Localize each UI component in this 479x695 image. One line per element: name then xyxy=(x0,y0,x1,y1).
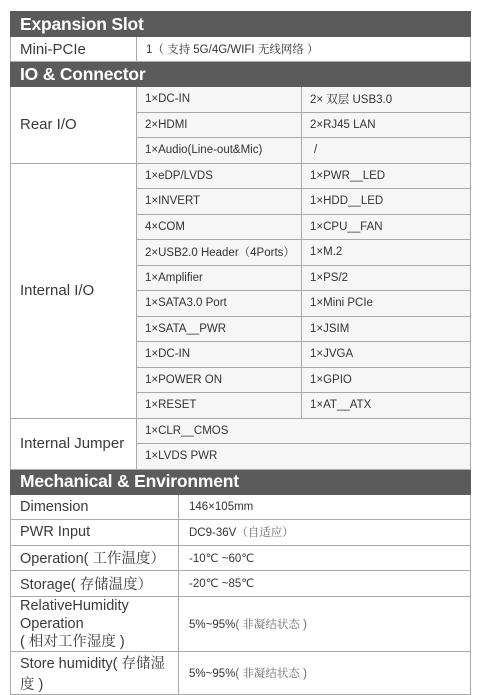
table-cell: 1×RESET xyxy=(137,393,302,419)
spec-sheet xyxy=(10,11,470,695)
table-cell: 1×eDP/LVDS xyxy=(137,163,302,189)
table-row xyxy=(11,87,471,113)
row-label: Storage( 存储温度） xyxy=(11,571,179,597)
table-cell: 2× 双层 USB3.0 xyxy=(302,87,471,113)
section-title: Mechanical & Environment xyxy=(11,469,471,494)
table-row xyxy=(11,545,471,571)
table-row xyxy=(11,163,471,189)
table-cell: 1×SATA3.0 Port xyxy=(137,291,302,317)
table-cell: 1×DC-IN xyxy=(137,342,302,368)
table-cell: 1×CPU__FAN xyxy=(302,214,471,240)
table-cell: 2×HDMI xyxy=(137,112,302,138)
label-line-1: RelativeHumidity Operation xyxy=(20,597,129,632)
value-note: ( 非凝结状态 ) xyxy=(235,667,307,680)
table-cell: 1×DC-IN xyxy=(137,87,302,113)
table-cell: 1×PS/2 xyxy=(302,265,471,291)
table-row xyxy=(11,494,471,520)
table-row xyxy=(11,596,471,651)
label-line-2: ( 相对工作湿度 ) xyxy=(20,633,125,650)
table-cell: 1×JVGA xyxy=(302,342,471,368)
row-value: 1（ 支持 5G/4G/WIFI 无线网络 ） xyxy=(137,37,471,62)
row-value xyxy=(179,520,471,546)
row-label: PWR Input xyxy=(11,520,179,546)
row-value: -20℃ ~85℃ xyxy=(179,571,471,597)
table-cell: 1×Mini PCIe xyxy=(302,291,471,317)
section-header-mechanical xyxy=(11,469,471,494)
table-cell: 1×INVERT xyxy=(137,189,302,215)
spec-table xyxy=(10,11,471,695)
internal-io-label: Internal I/O xyxy=(11,163,137,418)
table-cell: 2×RJ45 LAN xyxy=(302,112,471,138)
row-label xyxy=(11,596,179,651)
table-cell: 1×CLR__CMOS xyxy=(137,418,471,444)
section-title: IO & Connector xyxy=(11,62,471,87)
row-value xyxy=(179,596,471,651)
table-row xyxy=(11,520,471,546)
row-label: Mini-PCIe xyxy=(11,37,137,62)
table-row xyxy=(11,418,471,444)
table-cell: 1×AT__ATX xyxy=(302,393,471,419)
table-cell: 1×M.2 xyxy=(302,240,471,266)
value-note: （自适应） xyxy=(236,527,294,540)
table-cell: 1×POWER ON xyxy=(137,367,302,393)
table-cell: 2×USB2.0 Header（4Ports） xyxy=(137,240,302,266)
rear-io-label: Rear I/O xyxy=(11,87,137,164)
row-label: Operation( 工作温度） xyxy=(11,545,179,571)
section-title: Expansion Slot xyxy=(11,12,471,37)
table-cell: 1×PWR__LED xyxy=(302,163,471,189)
row-value: 146×105mm xyxy=(179,494,471,520)
table-cell: 4×COM xyxy=(137,214,302,240)
internal-jumper-label: Internal Jumper xyxy=(11,418,137,469)
row-label: Dimension xyxy=(11,494,179,520)
table-row xyxy=(11,37,471,62)
table-cell: 1×SATA__PWR xyxy=(137,316,302,342)
row-value xyxy=(179,651,471,694)
row-value: -10℃ ~60℃ xyxy=(179,545,471,571)
table-cell: 1×Audio(Line-out&Mic) xyxy=(137,138,302,164)
table-cell: / xyxy=(302,138,471,164)
table-row xyxy=(11,571,471,597)
value-note: ( 非凝结状态 ) xyxy=(235,618,307,631)
section-header-expansion xyxy=(11,12,471,37)
value-text: 5%~95% xyxy=(189,667,236,680)
table-cell: 1×GPIO xyxy=(302,367,471,393)
value-text: 5%~95% xyxy=(189,618,236,631)
table-row xyxy=(11,651,471,694)
table-cell: 1×Amplifier xyxy=(137,265,302,291)
value-text: DC9-36V xyxy=(189,527,237,540)
row-label: Store humidity( 存储湿度 ) xyxy=(11,651,179,694)
section-header-io xyxy=(11,62,471,87)
table-cell: 1×JSIM xyxy=(302,316,471,342)
table-cell: 1×HDD__LED xyxy=(302,189,471,215)
table-cell: 1×LVDS PWR xyxy=(137,444,471,470)
